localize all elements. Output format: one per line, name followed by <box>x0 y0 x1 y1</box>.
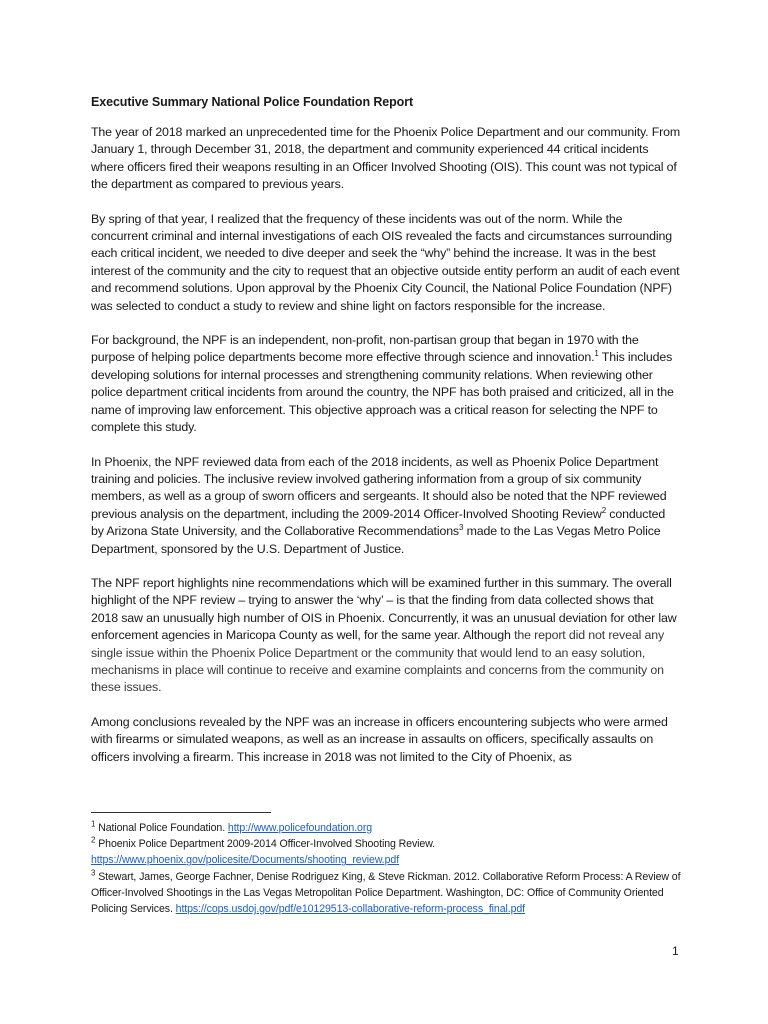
paragraph-2-text: By spring of that year, I realized that the frequency of these incidents was out of the norm. While the concurrent criminal and internal investigations of each OIS revealed the facts and circumstances surrounding each critical incident, we needed to dive deeper and seek the “why” behind the increase. It was in the best interest of the community and the city to request that an objective outside entity perform an audit of each event and recommend solutions. Upon approval by the Phoenix City Council, the National Police Foundation (NPF) was selected to conduct a study to review and shine light on factors responsible for the increase. <box>91 211 680 313</box>
document-body <box>91 94 681 783</box>
paragraph-2 <box>91 211 681 315</box>
footnote-1-text: National Police Foundation. <box>95 822 228 834</box>
footnote-divider <box>91 812 271 813</box>
footnote-3-link[interactable]: https://cops.usdoj.gov/pdf/e10129513-collaborative-reform-process_final.pdf <box>175 903 526 916</box>
footnote-2-text: Phoenix Police Department 2009-2014 Officer-Involved Shooting Review. <box>95 838 436 851</box>
paragraph-6 <box>91 714 681 766</box>
footnote-3-number: 3 <box>91 868 96 878</box>
paragraph-5-text-end: the report did not reveal any single issue within the Phoenix Police Department or the community that would lend to an easy solution, mechanisms in place will continue to receive and examine complaints and concerns from the community on these issues. <box>91 628 665 695</box>
paragraph-3 <box>91 332 681 436</box>
footnote-1-number: 1 <box>91 819 96 829</box>
paragraph-3-text-start: For background, the NPF is an independent, non-profit, non-partisan group that began in 1970 with the purpose of helping police departments become more effective through science and innovation. <box>91 333 639 365</box>
footnotes <box>91 820 681 917</box>
paragraph-5 <box>91 575 681 697</box>
footnote-ref-2[interactable]: 2 <box>601 505 606 515</box>
paragraph-1-text: The year of 2018 marked an unprecedented time for the Phoenix Police Department and our community. From January 1, through December 31, 2018, the department and community experienced 44 critical incidents where officers fired their weapons resulting in an Officer Involved Shooting (OIS). This count was not typical of the department as compared to previous years. <box>91 125 681 192</box>
paragraph-5-text-start: The NPF report highlights nine recommendations which will be examined further in this summary. The overall highlight of the NPF review – trying to answer the ‘why’ – is that the finding from data collected shows that 2018 saw an unusually high number of OIS in Phoenix. Concurrently, it was an unusual deviation for other law enforcement agencies in Maricopa County as well, for the same year. Although <box>91 575 677 643</box>
footnote-3 <box>91 869 681 918</box>
footnote-2 <box>91 836 681 868</box>
paragraph-4-text-start: In Phoenix, the NPF reviewed data from each of the 2018 incidents, as well as Phoenix Police Department training and policies. The inclusive review involved gathering information from a group of six community members, as well as a group of sworn officers and sergeants. It should also be noted that the NPF reviewed previous analysis on the department, including the 2009-2014 Officer-Involved Shooting Review <box>91 454 667 521</box>
footnote-2-link[interactable]: https://www.phoenix.gov/policesite/Documents/shooting_review.pdf <box>91 854 400 867</box>
document-title: Executive Summary National Police Foundation Report <box>91 95 414 109</box>
footnote-3-text: Stewart, James, George Fachner, Denise Rodriguez King, & Steve Rickman. 2012. Collaborative Reform Process: A Review of Officer-Involved Shootings in the Las Vegas Metropolitan Police Department. Washington, DC: Office of Community Oriented Policing Services. <box>91 870 681 916</box>
paragraph-4-text-middle: conducted by Arizona State University, and the Collaborative Recommendations <box>91 506 666 539</box>
footnote-1 <box>91 820 681 836</box>
paragraph-6-text: Among conclusions revealed by the NPF was an increase in officers encountering subjects who were armed with firearms or simulated weapons, as well as an increase in assaults on officers, specifically assaults on officers involving a firearm. This increase in 2018 was not limited to the City of Phoenix, as <box>91 714 668 764</box>
paragraph-1 <box>91 124 681 194</box>
paragraph-4-text-end: made to the Las Vegas Metro Police Department, sponsored by the U.S. Department of Justice. <box>91 524 661 556</box>
footnote-ref-1[interactable]: 1 <box>594 349 599 359</box>
paragraph-4 <box>91 454 681 558</box>
footnote-ref-3[interactable]: 3 <box>458 523 464 532</box>
paragraph-3-text-end: This includes developing solutions for internal processes and strengthening community relations. When reviewing other police department critical incidents from around the country, the NPF has both praised and criticized, all in the name of improving law enforcement. This objective approach was a critical reason for selecting the NPF to complete this study. <box>91 350 674 435</box>
page-number: 1 <box>672 944 679 958</box>
footnote-1-link[interactable]: http://www.policefoundation.org <box>227 822 373 834</box>
footnote-2-number: 2 <box>91 835 96 845</box>
